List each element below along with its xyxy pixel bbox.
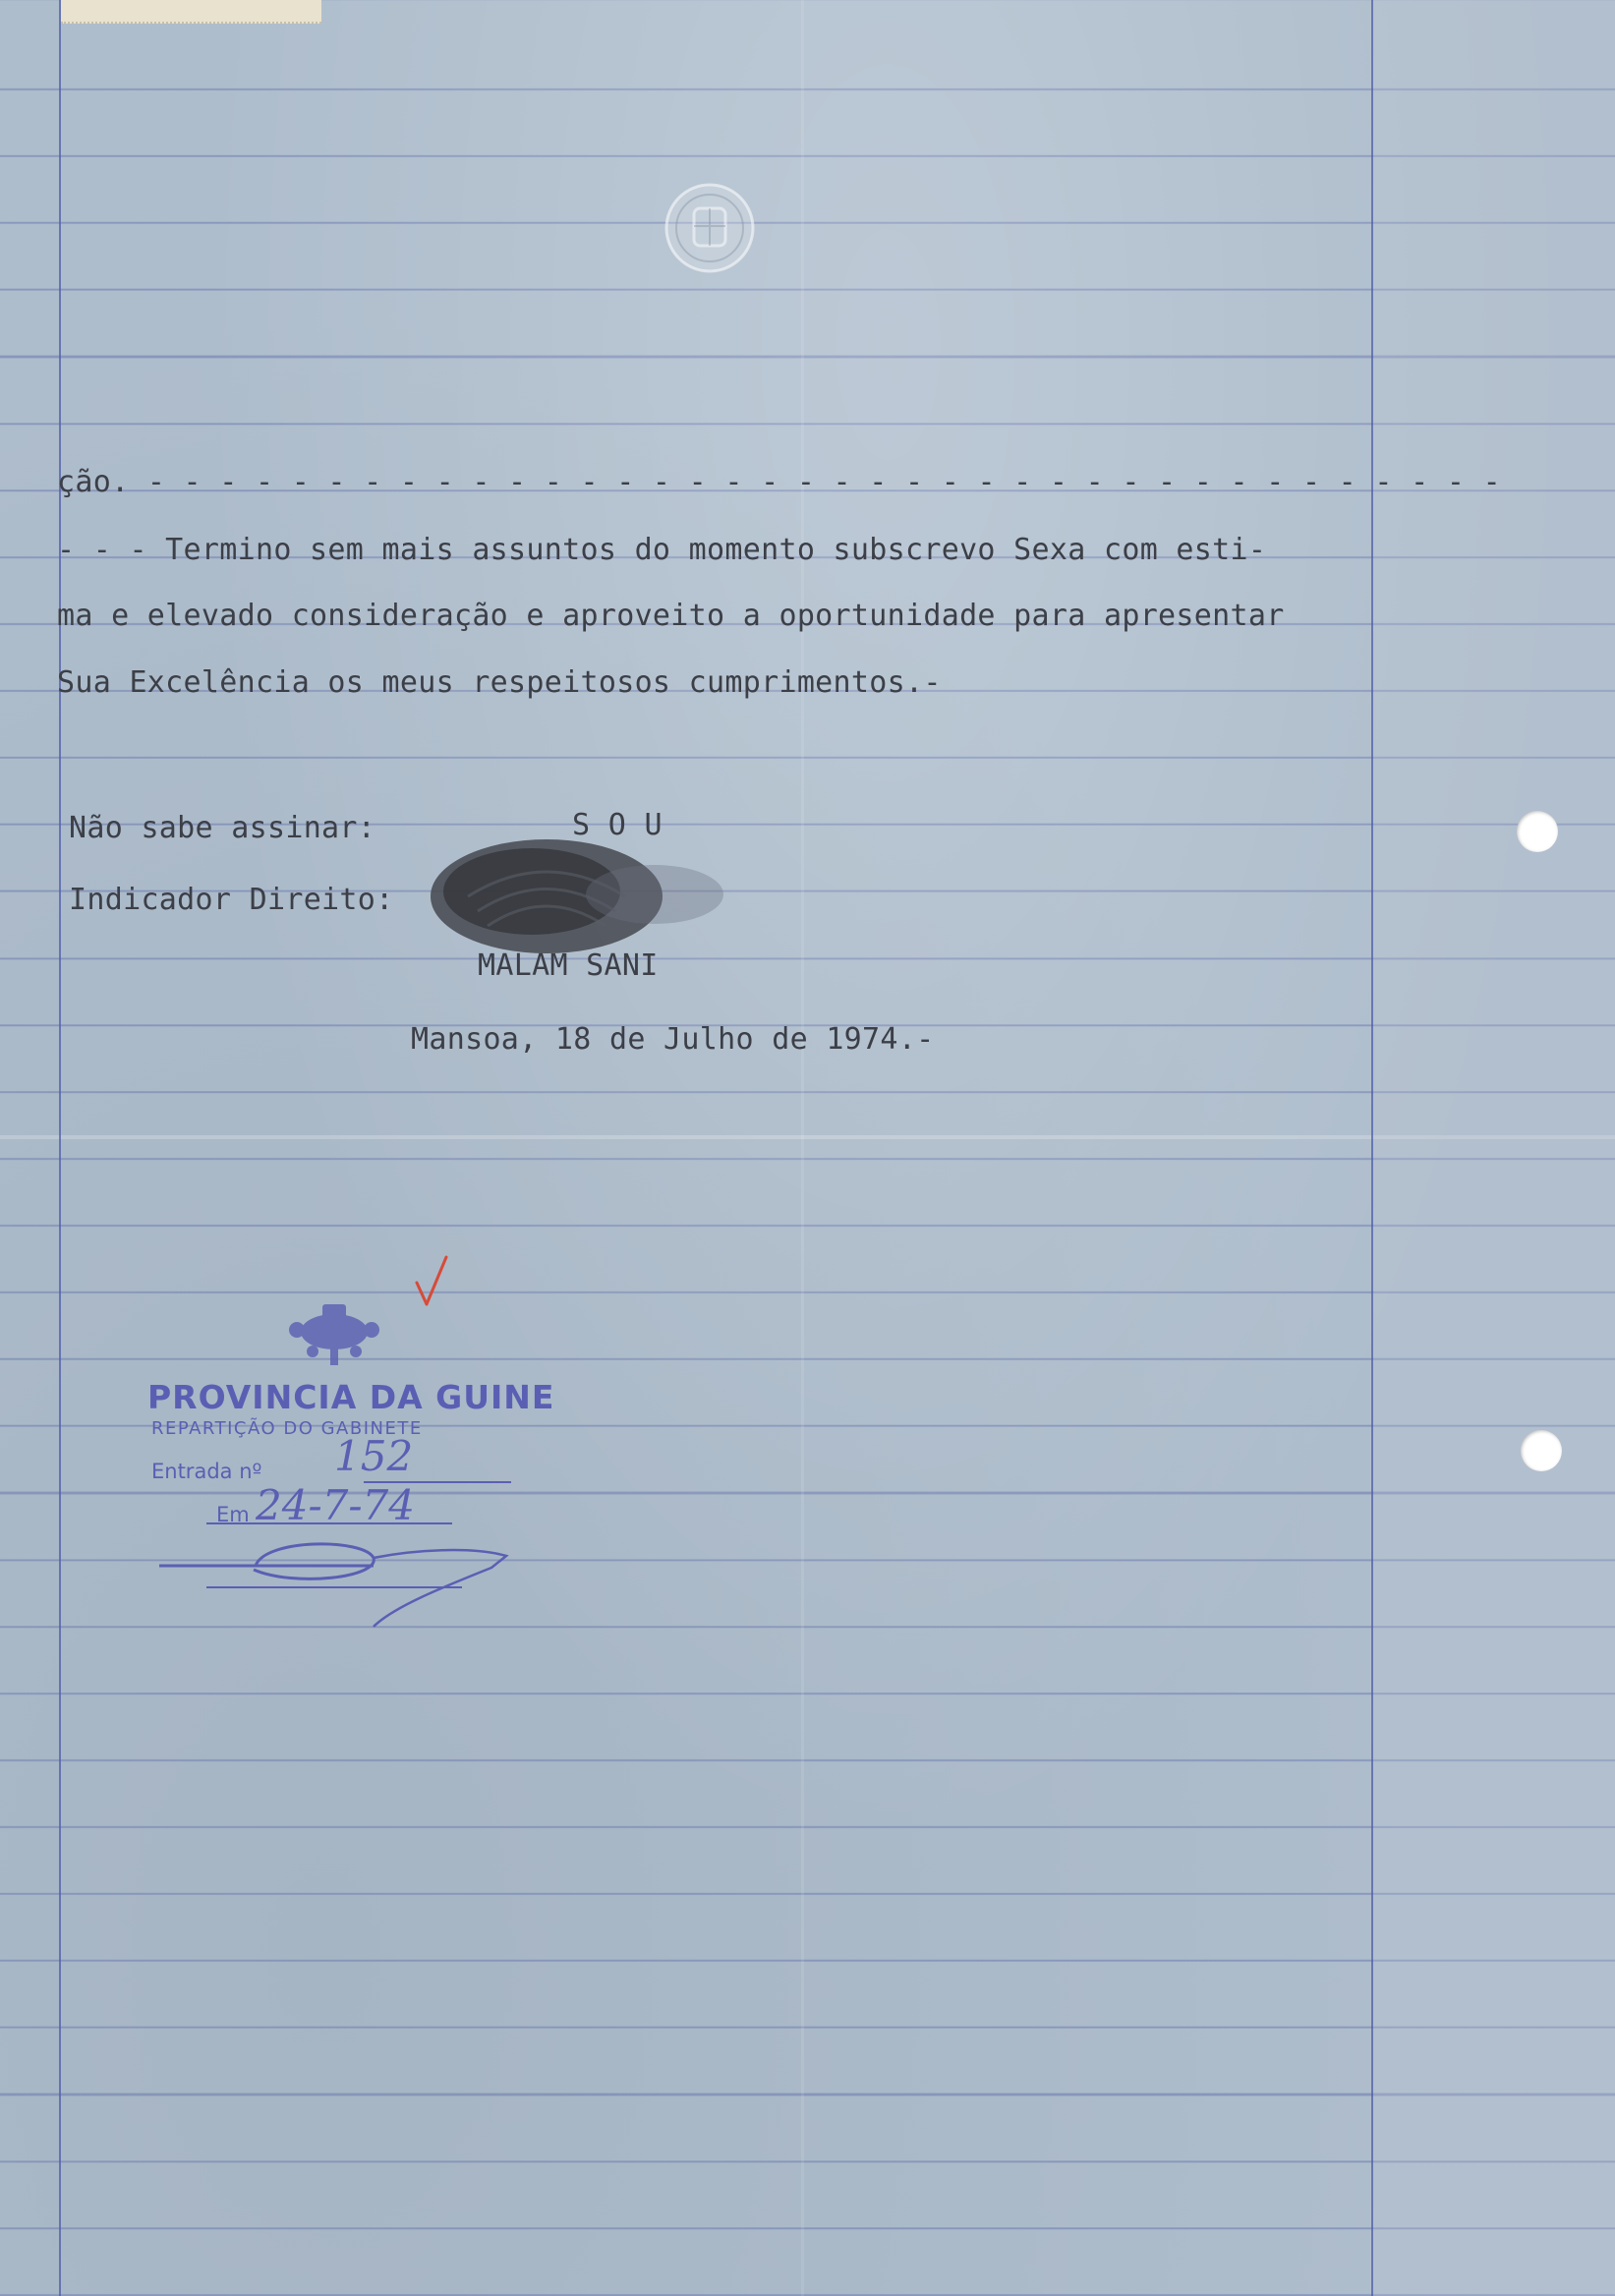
right-margin-area	[1373, 0, 1615, 2296]
continuation-line	[57, 465, 1501, 499]
punch-hole-upper	[1517, 811, 1558, 852]
place-date: Mansoa, 18 de Julho de 1974.-	[411, 1022, 935, 1057]
right-margin-rule	[1371, 0, 1373, 2296]
cannot-sign-label: Não sabe assinar:	[69, 811, 376, 845]
right-index-label: Indicador Direito:	[69, 883, 394, 917]
dash-filler: - - - - - - - - - - - - - - - - - - - - - - - - - - - - - - - - - - - - - -	[129, 465, 1501, 499]
tape-remnant	[61, 0, 321, 24]
fold-crease-vertical	[801, 0, 804, 2296]
stamp-entry-label: Entrada nº	[151, 1460, 262, 1483]
stamp-entry-number: 152	[334, 1432, 414, 1480]
paragraph-line-2: ma e elevado consideração e aproveito a oportunidade para apresentar	[57, 599, 1285, 633]
registry-stamp	[147, 1292, 555, 1646]
stamp-title: PROVINCIA DA GUINE	[147, 1378, 555, 1416]
stamp-date-value: 24-7-74	[256, 1481, 415, 1529]
left-margin-rule	[59, 0, 61, 2296]
punch-hole-lower	[1521, 1430, 1562, 1471]
stamp-subtitle: REPARTIÇÃO DO GABINETE	[151, 1418, 423, 1439]
cannot-sign-value: S O U	[572, 808, 663, 842]
continuation-text: ção.	[57, 465, 130, 499]
paragraph-line-1: - - - Termino sem mais assuntos do momento subscrevo Sexa com esti-	[57, 533, 1267, 567]
embossed-seal-icon	[661, 179, 759, 282]
stamp-date-label: Em	[216, 1503, 250, 1526]
signatory-name: MALAM SANI	[478, 948, 659, 983]
paragraph-line-3: Sua Excelência os meus respeitosos cumprimentos.-	[57, 665, 942, 700]
